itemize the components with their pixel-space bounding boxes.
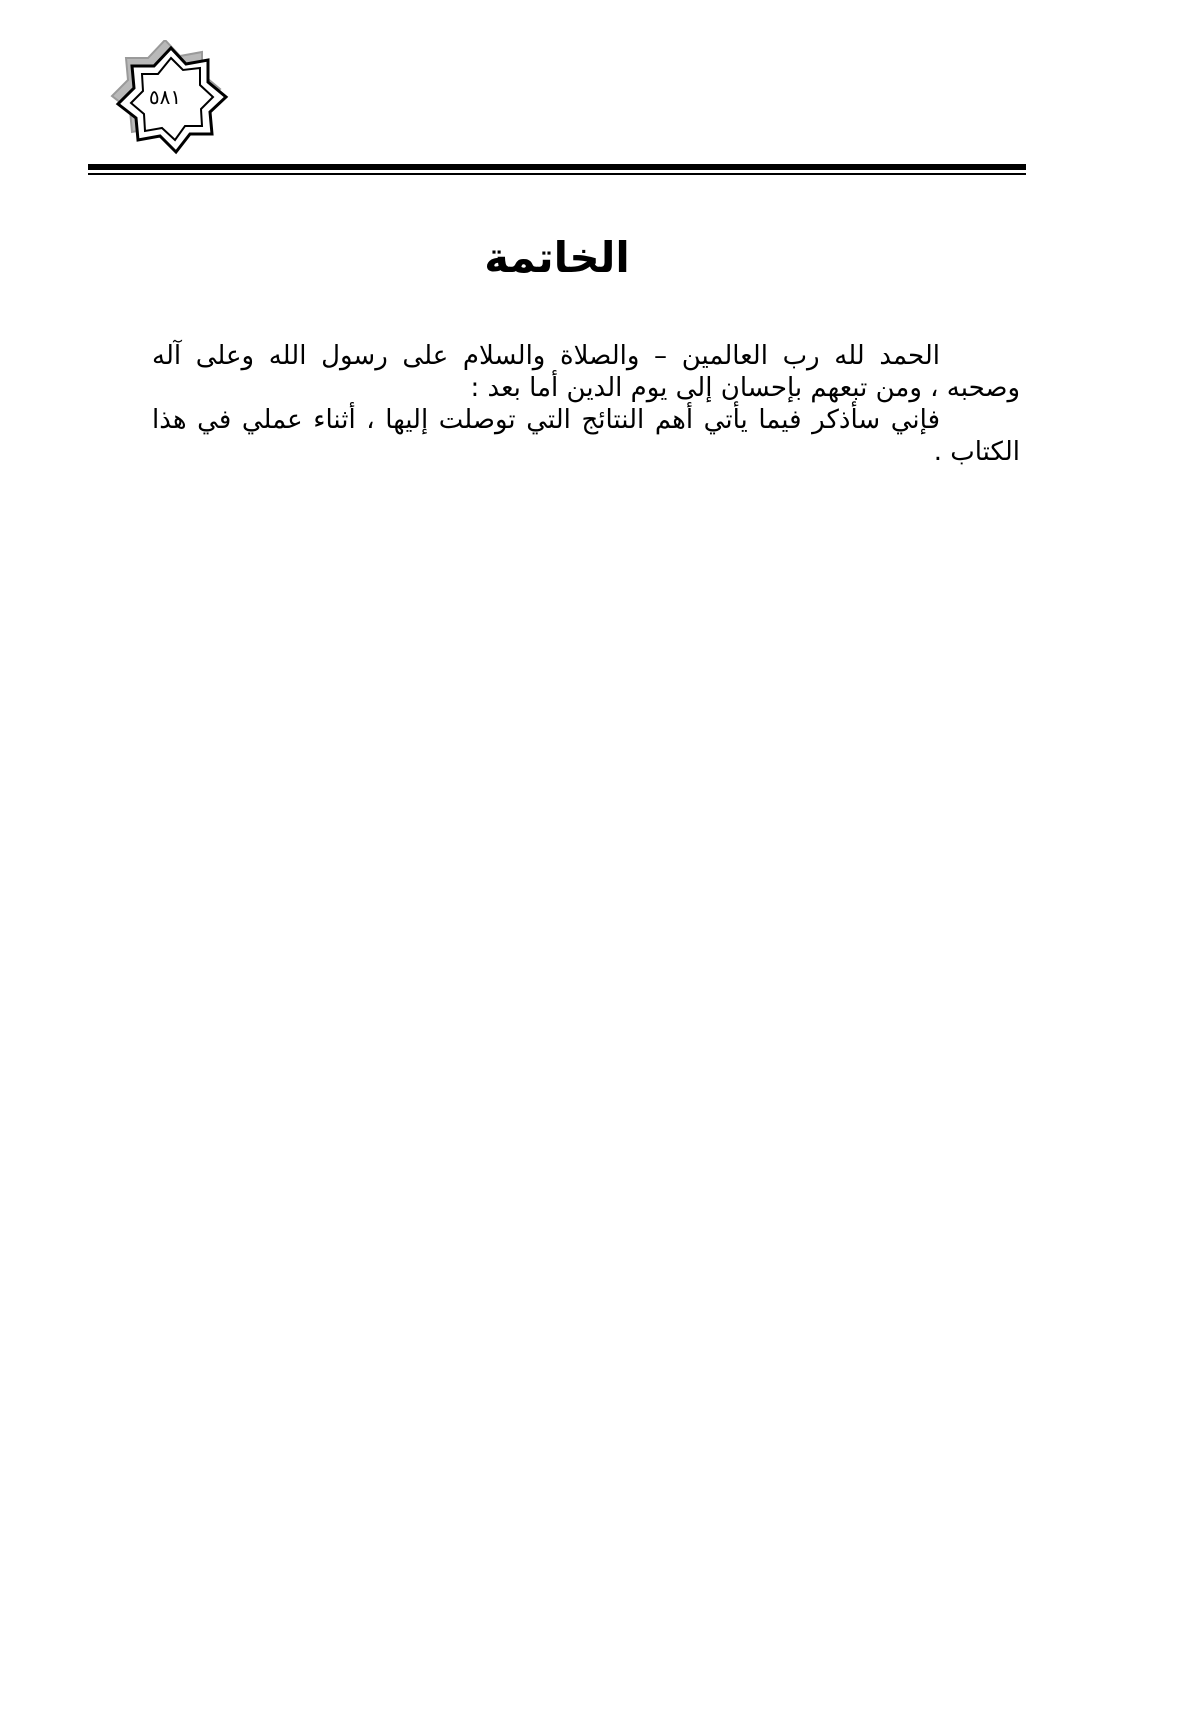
header-rule-thick bbox=[88, 164, 1026, 170]
paragraph: الحمد لله رب العالمين – والصلاة والسلام على رسول الله وعلى آله وصحبه ، ومن تبعهم بإحسان إلى يوم الدين أما بعد : bbox=[152, 341, 1020, 403]
body-text bbox=[152, 340, 1020, 468]
header-rule-thin bbox=[88, 173, 1026, 175]
chapter-title: الخاتمة bbox=[484, 233, 630, 282]
page-number: ٥٨١ bbox=[148, 85, 182, 109]
paragraph: فإني سأذكر فيما يأتي أهم النتائج التي توصلت إليها ، أثناء عملي في هذا الكتاب . bbox=[152, 405, 1020, 467]
